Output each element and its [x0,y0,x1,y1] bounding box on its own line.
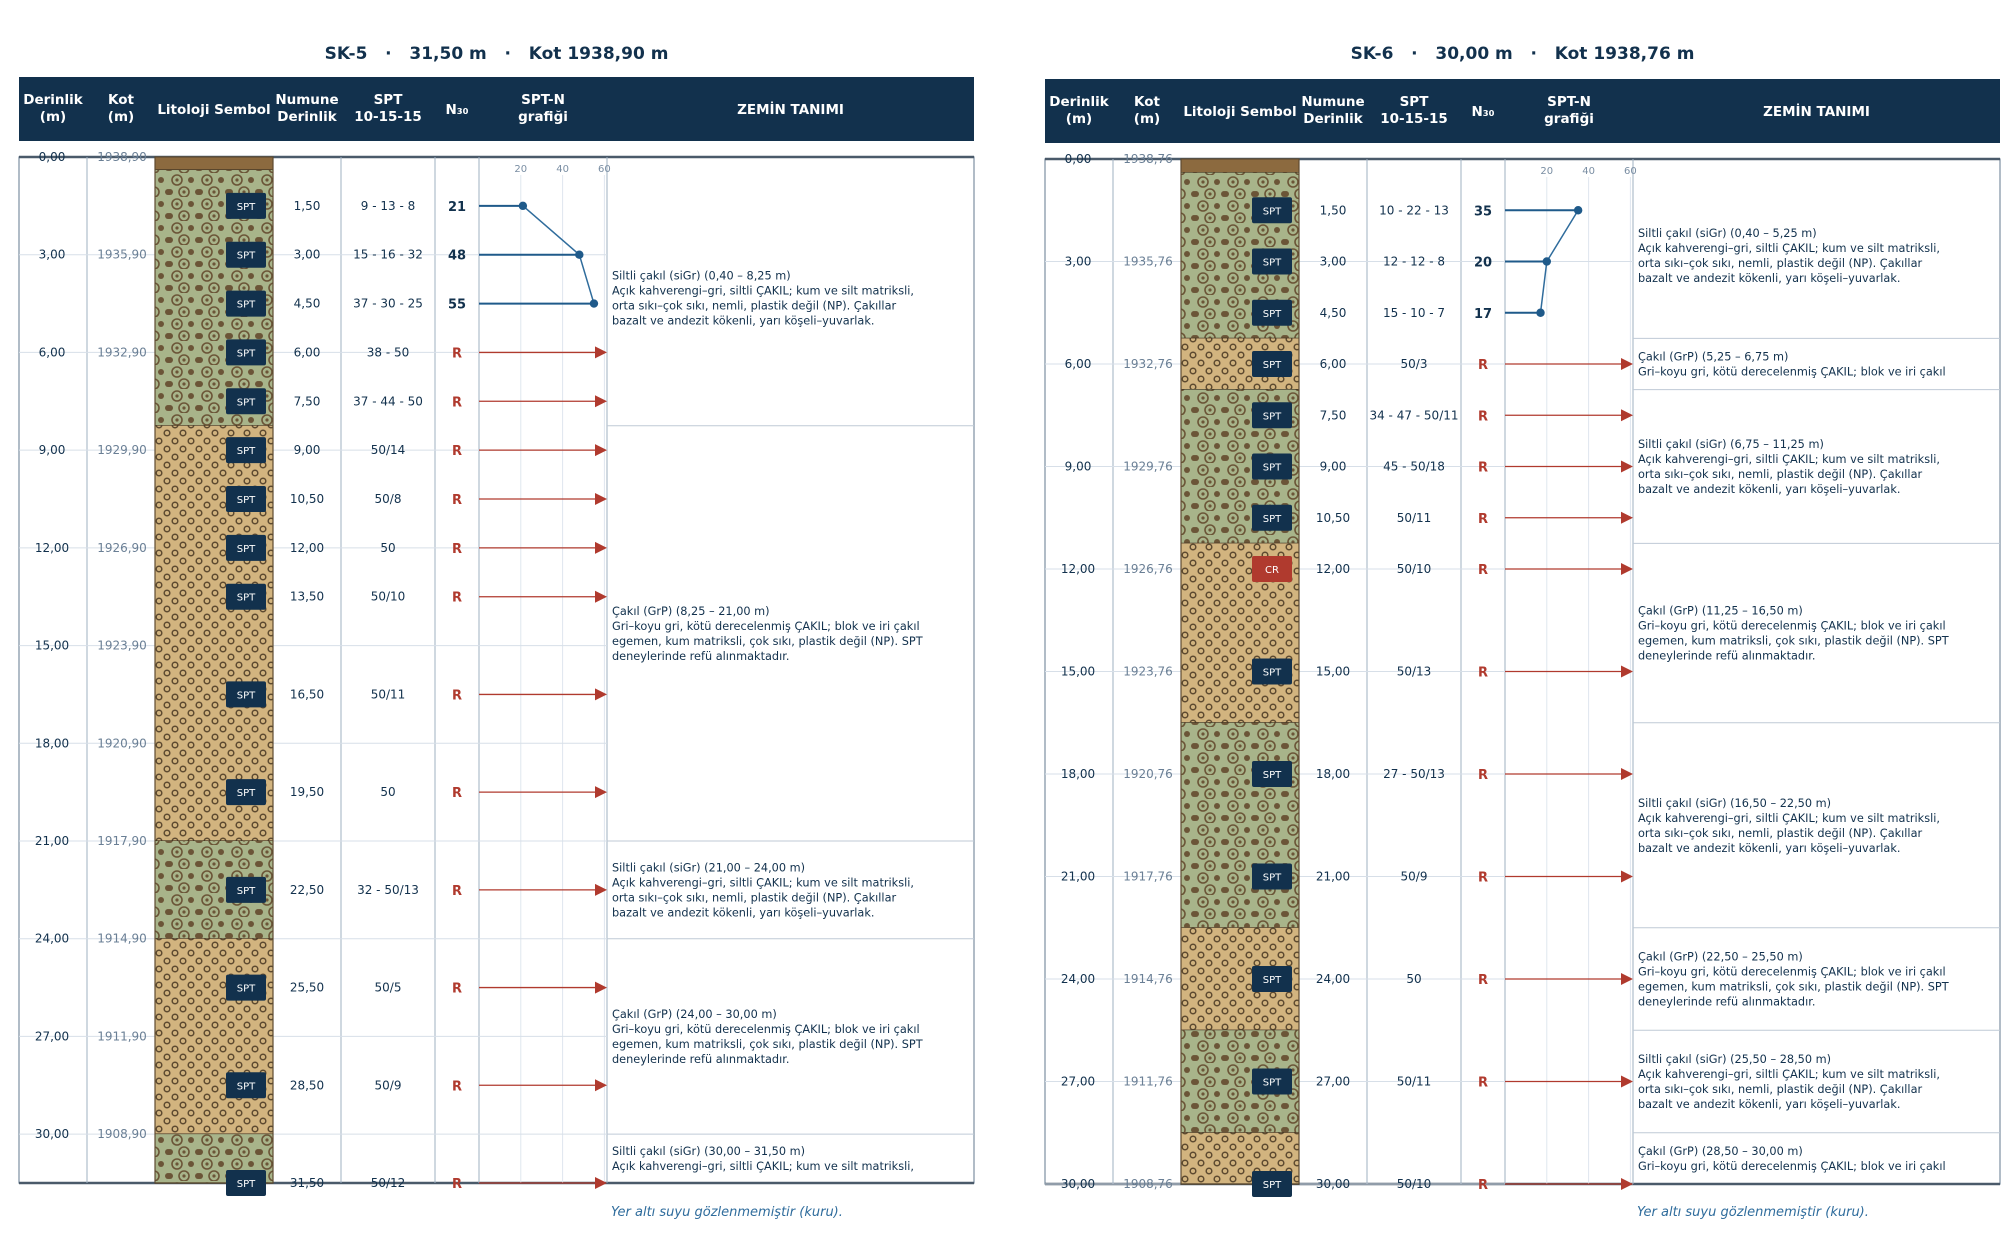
layer-description: Açık kahverengi–gri, siltli ÇAKIL; kum ve silt matriksli, [612,284,914,298]
header-label: SPT-N [1547,94,1591,110]
depth-label: 12,00 [34,540,70,555]
elevation-label: 1917,90 [97,834,147,848]
layer-description: egemen, kum matriksli, çok sıkı, plastik değil (NP). SPT [612,1037,923,1051]
layer-description: deneylerinde refü alınmaktadır. [612,649,790,663]
elevation-label: 1938,90 [97,150,147,164]
sample-depth: 21,00 [1315,869,1351,884]
header-label: N₃₀ [1471,104,1495,120]
header-label: SPT [373,92,403,108]
sample-depth: 12,00 [1315,562,1351,576]
sample-tag-label: SPT [236,201,256,213]
layer-description: Açık kahverengi–gri, siltli ÇAKIL; kum ve silt matriksli, [1638,453,1940,466]
layer-description: Gri–koyu gri, kötü derecelenmiş ÇAKIL; blok ve iri çakıl [1638,619,1946,633]
spt-blows: 37 - 30 - 25 [353,296,423,311]
elevation-label: 1929,76 [1123,459,1173,474]
log-table [1045,79,2000,1237]
n30-value: R [451,493,463,508]
elevation-label: 1923,90 [97,638,147,653]
layer-description: egemen, kum matriksli, çok sıkı, plastik değil (NP). SPT [1638,634,1949,648]
elevation-label: 1923,76 [1123,664,1173,679]
n30-value: R [1477,358,1489,373]
header-label: (m) [39,109,67,125]
sample-tag-label: SPT [236,299,256,311]
spt-n-point [590,299,598,307]
layer-description: bazalt ve andezit kökenli, yarı köşeli–yuvarlak. [1638,272,1901,286]
layer-description: egemen, kum matriksli, çok sıkı, plastik değil (NP). SPT [1638,980,1949,994]
n30-value: R [451,1079,463,1095]
sample-tag-label: SPT [236,690,256,702]
sample-tag-label: SPT [1262,770,1282,781]
depth-label: 3,00 [1064,254,1092,269]
layer-description: orta sıkı–çok sıkı, nemli, plastik değil (NP). Çakıllar [1638,468,1923,481]
n30-value: R [451,1177,463,1192]
spt-blows: 10 - 22 - 13 [1379,203,1449,218]
sample-depth: 15,00 [1315,664,1351,679]
sample-depth: 1,50 [1319,203,1347,218]
spt-blows: 50/11 [370,687,406,702]
sample-depth: 9,00 [293,443,321,458]
depth-label: 24,00 [1060,972,1096,986]
borehole-log-sk6 [1045,0,2000,1237]
spt-n-point [519,202,527,210]
depth-label: 12,00 [1060,562,1096,576]
spt-blows: 9 - 13 - 8 [360,198,416,213]
layer-description: Açık kahverengi–gri, siltli ÇAKIL; kum ve silt matriksli, [1638,1068,1940,1081]
sample-depth: 12,00 [289,540,325,555]
layer-description: Siltli çakıl (siGr) (0,40 – 8,25 m) [612,269,791,283]
depth-label: 15,00 [34,638,70,653]
layer-description: Siltli çakıl (siGr) (16,50 – 22,50 m) [1638,796,1832,810]
spt-blows: 50/10 [1396,562,1432,576]
depth-label: 0,00 [1064,152,1092,166]
graph-tick-label: 60 [598,164,611,175]
depth-label: 9,00 [1064,459,1092,474]
sample-depth: 7,50 [1319,408,1347,423]
header-label: SPT-N [521,92,565,108]
sample-depth: 25,50 [289,980,325,995]
spt-n-point [1536,309,1544,317]
n30-value: R [451,688,463,704]
sample-tag-label: SPT [1262,667,1282,679]
layer-description: orta sıkı–çok sıkı, nemli, plastik değil (NP). Çakıllar [612,299,897,313]
header-label: Derinlik [1049,94,1109,110]
sample-tag-label: SPT [1262,1077,1282,1089]
sample-tag-label: SPT [236,397,256,409]
sample-tag-label: SPT [236,885,256,897]
header-label: Numune [1301,94,1365,110]
header-label: Kot [108,92,134,108]
elevation-label: 1914,90 [97,931,147,946]
elevation-label: 1908,90 [97,1127,147,1142]
sample-depth: 1,50 [293,198,321,213]
depth-label: 18,00 [1060,767,1096,781]
n30-value: R [1477,1075,1489,1091]
depth-label: 0,00 [38,150,66,164]
header-label: Derinlik [23,92,83,108]
spt-blows: 50 [1406,972,1422,986]
sample-depth: 3,00 [1319,254,1347,269]
sample-tag-label: CR [1265,565,1279,576]
n30-value: R [451,346,463,362]
sample-depth: 13,50 [289,589,325,604]
layer-description: Çakıl (GrP) (5,25 – 6,75 m) [1638,350,1789,364]
elevation-label: 1926,76 [1123,562,1173,576]
elevation-label: 1920,90 [97,736,147,751]
sample-tag-label: SPT [236,543,256,555]
layer-description: Çakıl (GrP) (11,25 – 16,50 m) [1638,604,1803,618]
layer-description: Siltli çakıl (siGr) (21,00 – 24,00 m) [612,861,806,875]
n30-value: R [451,444,463,460]
layer-description: bazalt ve andezit kökenli, yarı köşeli–yuvarlak. [612,906,875,920]
layer-description: Gri–koyu gri, kötü derecelenmiş ÇAKIL; blok ve iri çakıl [612,619,920,633]
groundwater-note: Yer altı suyu gözlenmemiştir (kuru). [611,1205,843,1220]
spt-blows: 15 - 10 - 7 [1382,305,1446,320]
sample-tag-label: SPT [1262,360,1282,371]
layer-description: egemen, kum matriksli, çok sıkı, plastik değil (NP). SPT [612,634,923,648]
spt-blows: 50/10 [1396,1177,1432,1191]
header-label: Derinlik [277,109,337,125]
log-title: SK-5 · 31,50 m · Kot 1938,90 m [324,44,669,64]
sample-depth: 6,00 [293,345,321,360]
layer-description: bazalt ve andezit kökenli, yarı köşeli–yuvarlak. [1638,841,1901,855]
sample-tag-label: SPT [1262,308,1282,320]
layer-description: Çakıl (GrP) (28,50 – 30,00 m) [1638,1144,1803,1158]
graph-tick-label: 60 [1624,166,1637,177]
n30-value: 55 [447,297,467,313]
spt-blows: 50/9 [374,1078,402,1093]
sample-depth: 31,50 [289,1176,325,1190]
depth-label: 9,00 [38,443,66,458]
layer-description: orta sıkı–çok sıkı, nemli, plastik değil (NP). Çakıllar [1638,826,1923,840]
sample-tag-label: SPT [1262,411,1282,423]
depth-label: 21,00 [34,834,70,848]
n30-value: R [451,883,463,899]
sample-tag-label: SPT [236,592,256,604]
header-label: (m) [1133,111,1161,127]
layer-description: Açık kahverengi–gri, siltli ÇAKIL; kum ve silt matriksli, [1638,811,1940,825]
elevation-label: 1932,76 [1123,357,1173,371]
depth-label: 3,00 [38,247,66,262]
elevation-label: 1914,76 [1123,972,1173,986]
log-title: SK-6 · 30,00 m · Kot 1938,76 m [1350,44,1695,64]
depth-label: 6,00 [38,345,66,360]
sample-depth: 24,00 [1315,972,1351,986]
spt-blows: 50/9 [1400,869,1428,884]
n30-value: R [1477,563,1489,578]
n30-value: R [451,541,463,557]
sample-depth: 16,50 [289,687,325,702]
header-label: grafiği [518,109,568,125]
sample-tag-label: SPT [1262,1180,1282,1191]
layer-description: Açık kahverengi–gri, siltli ÇAKIL; kum ve silt matriksli, [612,876,914,890]
n30-value: R [451,981,463,997]
n30-value: R [1477,768,1489,783]
sample-depth: 27,00 [1315,1074,1351,1089]
sample-tag-label: SPT [236,495,256,506]
spt-blows: 27 - 50/13 [1383,767,1445,781]
layer-description: Gri–koyu gri, kötü derecelenmiş ÇAKIL; blok ve iri çakıl [1638,365,1946,379]
sample-depth: 9,00 [1319,459,1347,474]
sample-tag-label: SPT [236,348,256,360]
header-label: N₃₀ [445,102,469,118]
header-label: 10-15-15 [1380,111,1448,127]
spt-blows: 50/11 [1396,510,1432,525]
sample-depth: 18,00 [1315,767,1351,781]
borehole-log-sk5 [19,0,974,1237]
sample-depth: 30,00 [1315,1177,1351,1191]
elevation-label: 1938,76 [1123,152,1173,166]
layer-description: Siltli çakıl (siGr) (0,40 – 5,25 m) [1638,227,1817,241]
sample-tag-label: SPT [1262,206,1282,218]
layer-description: Gri–koyu gri, kötü derecelenmiş ÇAKIL; blok ve iri çakıl [612,1022,920,1036]
layer-description: orta sıkı–çok sıkı, nemli, plastik değil (NP). Çakıllar [1638,1083,1923,1096]
spt-blows: 32 - 50/13 [357,882,419,897]
spt-blows: 50/8 [374,492,402,506]
header-label: 10-15-15 [354,109,422,125]
header-label: Derinlik [1303,111,1363,127]
stratum-topsoil [155,157,273,170]
elevation-label: 1935,76 [1123,254,1173,269]
spt-blows: 50 [380,540,396,555]
spt-blows: 50/5 [374,980,402,995]
n30-value: 48 [447,248,467,264]
n30-value: 20 [1473,255,1493,271]
sample-depth: 7,50 [293,394,321,409]
elevation-label: 1932,90 [97,345,147,360]
sample-tag-label: SPT [1262,513,1282,525]
sample-tag-label: SPT [236,788,256,800]
elevation-label: 1911,90 [97,1029,147,1044]
header-label: ZEMİN TANIMI [737,102,844,118]
sample-tag-label: SPT [236,983,256,995]
layer-description: Açık kahverengi–gri, siltli ÇAKIL; kum ve silt matriksli, [612,1160,914,1174]
header-label: (m) [1065,111,1093,127]
layer-description: Çakıl (GrP) (22,50 – 25,50 m) [1638,950,1803,964]
depth-label: 24,00 [34,931,70,946]
stratum-sandy [155,939,273,1134]
spt-blows: 50/11 [1396,1074,1432,1089]
layer-description: Siltli çakıl (siGr) (25,50 – 28,50 m) [1638,1053,1832,1066]
graph-tick-label: 40 [1582,166,1595,177]
graph-tick-label: 40 [556,164,569,175]
layer-description: Gri–koyu gri, kötü derecelenmiş ÇAKIL; blok ve iri çakıl [1638,965,1946,979]
sample-tag-label: SPT [236,250,256,262]
elevation-label: 1908,76 [1123,1177,1173,1191]
graph-tick-label: 20 [1540,166,1554,177]
header-label: (m) [107,109,135,125]
n30-value: R [451,395,463,411]
sample-tag-label: SPT [1262,975,1282,986]
n30-value: R [1477,460,1489,476]
header-label: Kot [1134,94,1160,110]
layer-description: Çakıl (GrP) (8,25 – 21,00 m) [612,604,770,618]
log-table [19,77,974,1237]
sample-depth: 19,50 [289,785,325,800]
header-label: SPT [1399,94,1429,110]
header-label: Litoloji Sembol [1183,104,1297,120]
spt-blows: 50/13 [1396,664,1432,679]
sample-depth: 4,50 [1319,305,1347,320]
spt-n-point [575,251,583,259]
layer-description: deneylerinde refü alınmaktadır. [1638,649,1816,663]
layer-description: bazalt ve andezit kökenli, yarı köşeli–yuvarlak. [612,314,875,328]
elevation-label: 1920,76 [1123,767,1173,781]
sample-depth: 4,50 [293,296,321,311]
graph-tick-label: 20 [514,164,528,175]
layer-description: deneylerinde refü alınmaktadır. [612,1052,790,1066]
depth-label: 21,00 [1060,869,1096,884]
elevation-label: 1935,90 [97,247,147,262]
sample-depth: 3,00 [293,247,321,262]
spt-blows: 38 - 50 [366,345,410,360]
spt-blows: 45 - 50/18 [1383,459,1445,474]
n30-value: R [1477,511,1489,527]
sample-tag-label: SPT [1262,257,1282,269]
depth-label: 30,00 [34,1127,70,1142]
spt-blows: 50/14 [370,443,406,458]
spt-blows: 50/3 [1400,357,1428,371]
layer-description: Siltli çakıl (siGr) (6,75 – 11,25 m) [1638,438,1824,451]
header-label: ZEMİN TANIMI [1763,104,1870,120]
header-label: Numune [275,92,339,108]
stratum-silty [1181,723,1299,928]
header-label: Litoloji Sembol [157,102,271,118]
sample-depth: 28,50 [289,1078,325,1093]
depth-label: 30,00 [1060,1177,1096,1191]
n30-value: R [1477,870,1489,886]
elevation-label: 1929,90 [97,443,147,458]
depth-label: 6,00 [1064,357,1092,371]
depth-label: 18,00 [34,736,70,751]
layer-description: orta sıkı–çok sıkı, nemli, plastik değil (NP). Çakıllar [1638,257,1923,271]
n30-value: 21 [447,199,467,215]
spt-blows: 15 - 16 - 32 [353,247,423,262]
sample-depth: 6,00 [1319,357,1347,371]
sample-tag-label: SPT [236,1081,256,1093]
n30-value: R [1477,409,1489,425]
layer-description: Açık kahverengi–gri, siltli ÇAKIL; kum ve silt matriksli, [1638,242,1940,256]
n30-value: R [451,590,463,606]
n30-value: R [1477,973,1489,988]
n30-value: R [1477,1178,1489,1193]
layer-description: deneylerinde refü alınmaktadır. [1638,995,1816,1009]
spt-blows: 37 - 44 - 50 [353,394,423,409]
n30-value: 17 [1473,306,1493,322]
spt-blows: 50 [380,785,396,800]
layer-description: Çakıl (GrP) (24,00 – 30,00 m) [612,1007,777,1021]
spt-blows: 34 - 47 - 50/11 [1369,408,1459,423]
stratum-topsoil [1181,159,1299,173]
layer-description: Siltli çakıl (siGr) (30,00 – 31,50 m) [612,1145,806,1159]
depth-label: 27,00 [34,1029,70,1044]
elevation-label: 1911,76 [1123,1074,1173,1089]
elevation-label: 1917,76 [1123,869,1173,884]
layer-description: Gri–koyu gri, kötü derecelenmiş ÇAKIL; blok ve iri çakıl [1638,1159,1946,1173]
sample-depth: 22,50 [289,882,325,897]
header-label: grafiği [1544,111,1594,127]
sample-tag-label: SPT [1262,872,1282,884]
depth-label: 15,00 [1060,664,1096,679]
spt-n-point [1574,206,1582,214]
spt-blows: 12 - 12 - 8 [1382,254,1446,269]
spt-blows: 50/10 [370,589,406,604]
elevation-label: 1926,90 [97,540,147,555]
n30-value: R [451,786,463,802]
sample-tag-label: SPT [236,446,256,458]
groundwater-note: Yer altı suyu gözlenmemiştir (kuru). [1637,1205,1869,1220]
depth-label: 27,00 [1060,1074,1096,1089]
layer-description: orta sıkı–çok sıkı, nemli, plastik değil (NP). Çakıllar [612,891,897,905]
sample-depth: 10,50 [289,492,325,506]
n30-value: 35 [1473,204,1493,220]
sample-tag-label: SPT [236,1179,256,1190]
sample-depth: 10,50 [1315,510,1351,525]
sample-tag-label: SPT [1262,462,1282,474]
layer-description: bazalt ve andezit kökenli, yarı köşeli–yuvarlak. [1638,1098,1901,1111]
n30-value: R [1477,665,1489,681]
spt-n-point [1543,257,1551,265]
layer-description: bazalt ve andezit kökenli, yarı köşeli–yuvarlak. [1638,483,1901,496]
spt-blows: 50/12 [370,1176,406,1190]
